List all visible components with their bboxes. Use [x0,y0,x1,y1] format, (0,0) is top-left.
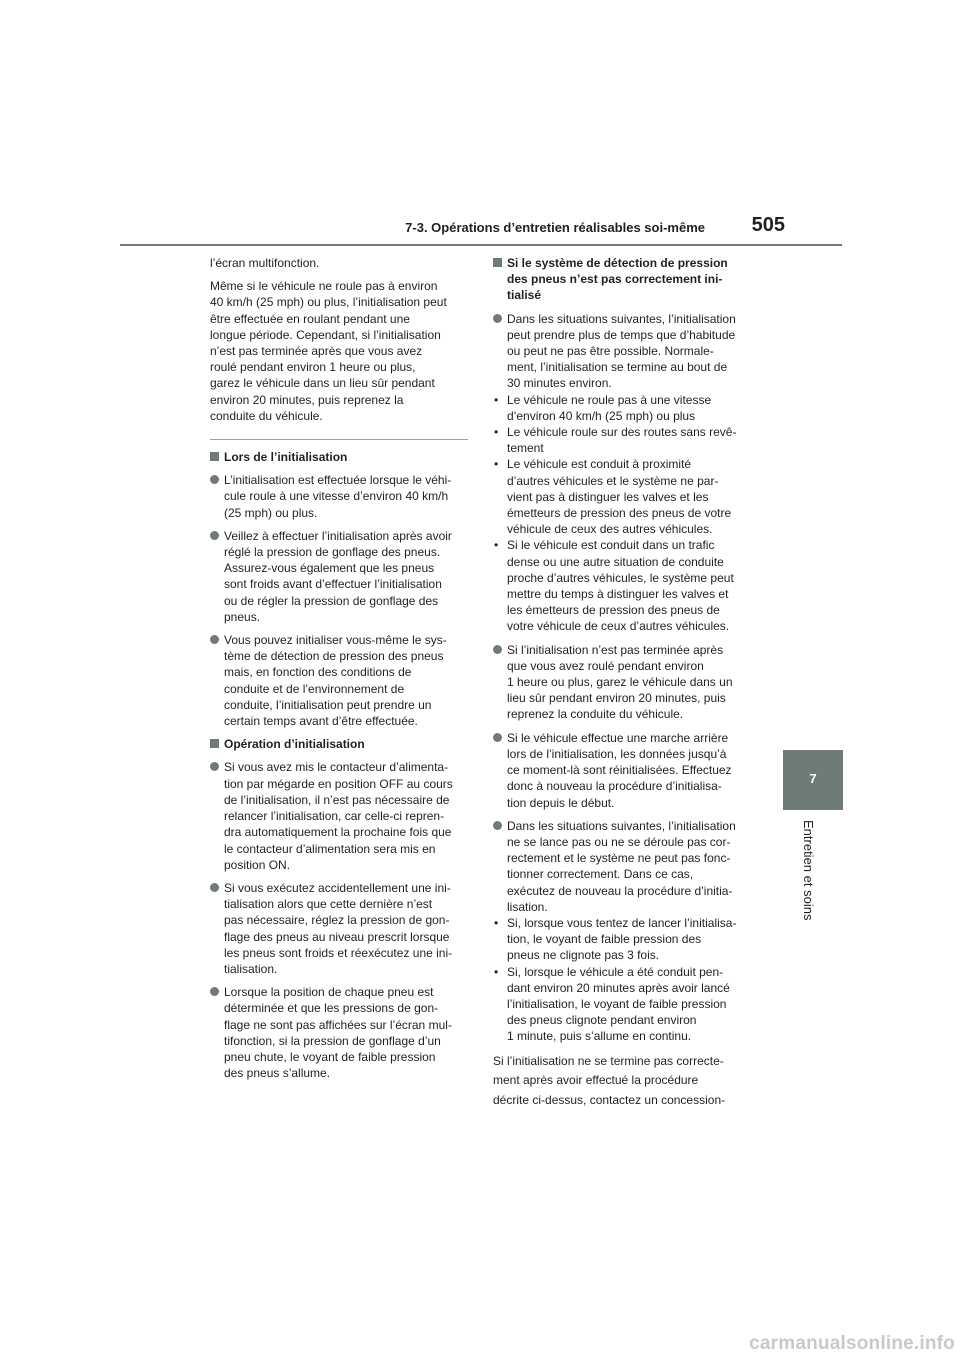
chapter-title: Entretien et soins [801,820,816,921]
dot-bullet-icon: • [494,425,499,440]
dot-bullet-icon: • [494,538,499,553]
page-number: 505 [751,214,785,236]
sub-bullet-item: • Le véhicule ne roule pas à une vitesse d’environ 40 km/h (25 mph) ou plus [494,392,712,423]
dot-bullet-icon: • [494,392,499,407]
section-header: 7-3. Opérations d’entretien réalisables soi-même [405,220,705,235]
list-item: Si l’initialisation n’est pas terminée après que vous avez roulé pendant environ 1 heure ou plus, garez le véhicule dans un lieu sûr pendant environ 20 minutes, puis reprenez la conduite du véhicule. [493,642,751,723]
list-item: Dans les situations suivantes, l’initialisation peut prendre plus de temps que d’habitude ou peut ne pas être possible. Normale- ment, l’initialisation se termine au bout de 30 minutes environ. [493,311,751,392]
square-bullet-icon [210,739,219,748]
intro-paragraph: Même si le véhicule ne roule pas à environ 40 km/h (25 mph) ou plus, l’initialisation peut être effectuée en roulant pendant une longue période. Cependant, si l’initialisation n’est pas terminée après que vous avez roulé pendant environ 1 heure ou plus, garez le véhicule dans un lieu sûr pendant environ 20 minutes, puis reprenez la conduite du véhicule. [210,279,447,423]
section-heading: Lors de l’initialisation [210,449,468,465]
circle-bullet-icon [493,645,502,654]
list-item: Si vous exécutez accidentellement une ini- tialisation alors que cette dernière n’est pas nécessaire, réglez la pression de gon- flage des pneus au niveau prescrit lorsque les pneus sont froids et réexécutez une ini- tialisation. [210,880,468,977]
sub-bullet-item: • Le véhicule roule sur des routes sans revê- tement [494,425,737,456]
sub-bullet-item: • Le véhicule est conduit à proximité d’autres véhicules et le système ne par- vient pas à distinguer les valves et les émetteurs de pression des pneus de votre véhicule de ceux des autres véhicules. [494,457,732,537]
sub-bullet-item: • Si, lorsque vous tentez de lancer l’initialisa- tion, le voyant de faible pression des pneus ne clignote pas 3 fois. [494,915,737,963]
chapter-number: 7 [809,771,817,786]
list-item: Vous pouvez initialiser vous-même le sys- tème de détection de pression des pneus mais, en fonction des conditions de conduite et de l’environnement de conduite, l’initialisation peut prendre un certain temps avant d’être effectuée. [210,632,468,729]
chapter-title-vertical [801,820,825,930]
circle-bullet-icon [210,883,219,892]
section-heading: Si le système de détection de pression des pneus n’est pas correctement ini- tialisé [493,255,751,304]
sub-bullet-item: • Si, lorsque le véhicule a été conduit pen- dant environ 20 minutes après avoir lancé l’initialisation, le voyant de faible pression des pneus clignote pendant environ 1 minute, puis s’allume en continu. [494,964,730,1044]
intro-line: l’écran multifonction. [210,256,320,270]
circle-bullet-icon [493,821,502,830]
circle-bullet-icon [210,531,219,540]
dot-bullet-icon: • [494,457,499,472]
list-item: Veillez à effectuer l’initialisation après avoir réglé la pression de gonflage des pneus. Assurez-vous également que les pneus sont froids avant d’effectuer l’initialisation ou de régler la pression de gonflage des pneus. [210,528,468,625]
sub-bullet-list [493,392,751,635]
left-column [210,255,468,1088]
circle-bullet-icon [210,635,219,644]
dot-bullet-icon: • [494,915,499,930]
circle-bullet-icon [493,733,502,742]
list-item: Lorsque la position de chaque pneu est déterminée et que les pressions de gon- flage ne sont pas affichées sur l’écran mul- tifonction, si la pression de gonflage d’un pneu chute, le voyant de faible pression des pneus s’allume. [210,984,468,1081]
circle-bullet-icon [210,987,219,996]
watermark: carmanualsonline.info [749,1333,955,1354]
closing-paragraph: Si l’initialisation ne se termine pas correcte- ment après avoir effectué la procédure décrite ci-dessus, contactez un concession- [493,1053,726,1107]
list-item: Si le véhicule effectue une marche arrière lors de l’initialisation, les données jusqu’à ce moment-là sont réinitialisées. Effectuez donc à nouveau la procédure d’initialisa- tion depuis le début. [493,730,751,811]
header-rule [120,244,842,246]
circle-bullet-icon [210,475,219,484]
list-item: Si vous avez mis le contacteur d’alimenta- tion par mégarde en position OFF au cours de l’initialisation, il n’est pas nécessaire de relancer l’initialisation, car celle-ci repren- dra automatiquement la prochaine fois que le contacteur d’alimentation sera mis en position ON. [210,759,468,872]
list-item: L’initialisation est effectuée lorsque le véhi- cule roule à une vitesse d’environ 40 km/h (25 mph) ou plus. [210,472,468,521]
section-heading: Opération d’initialisation [210,736,468,752]
dot-bullet-icon: • [494,964,499,979]
circle-bullet-icon [210,762,219,771]
right-column [493,255,751,1110]
section-divider [210,439,468,440]
circle-bullet-icon [493,314,502,323]
list-item: Dans les situations suivantes, l’initialisation ne se lance pas ou ne se déroule pas cor- rectement et le système ne peut pas fonc- tionner correctement. Dans ce cas, exécutez de nouveau la procédure d’initia- lisation. [493,818,751,915]
square-bullet-icon [210,452,219,461]
sub-bullet-list [493,915,751,1045]
sub-bullet-item: • Si le véhicule est conduit dans un trafic dense ou une autre situation de conduite proche d’autres véhicules, le système peut mettre du temps à distinguer les valves et les émetteurs de pression des pneus de votre véhicule de ceux d’autres véhicules. [494,538,734,634]
square-bullet-icon [493,258,502,267]
